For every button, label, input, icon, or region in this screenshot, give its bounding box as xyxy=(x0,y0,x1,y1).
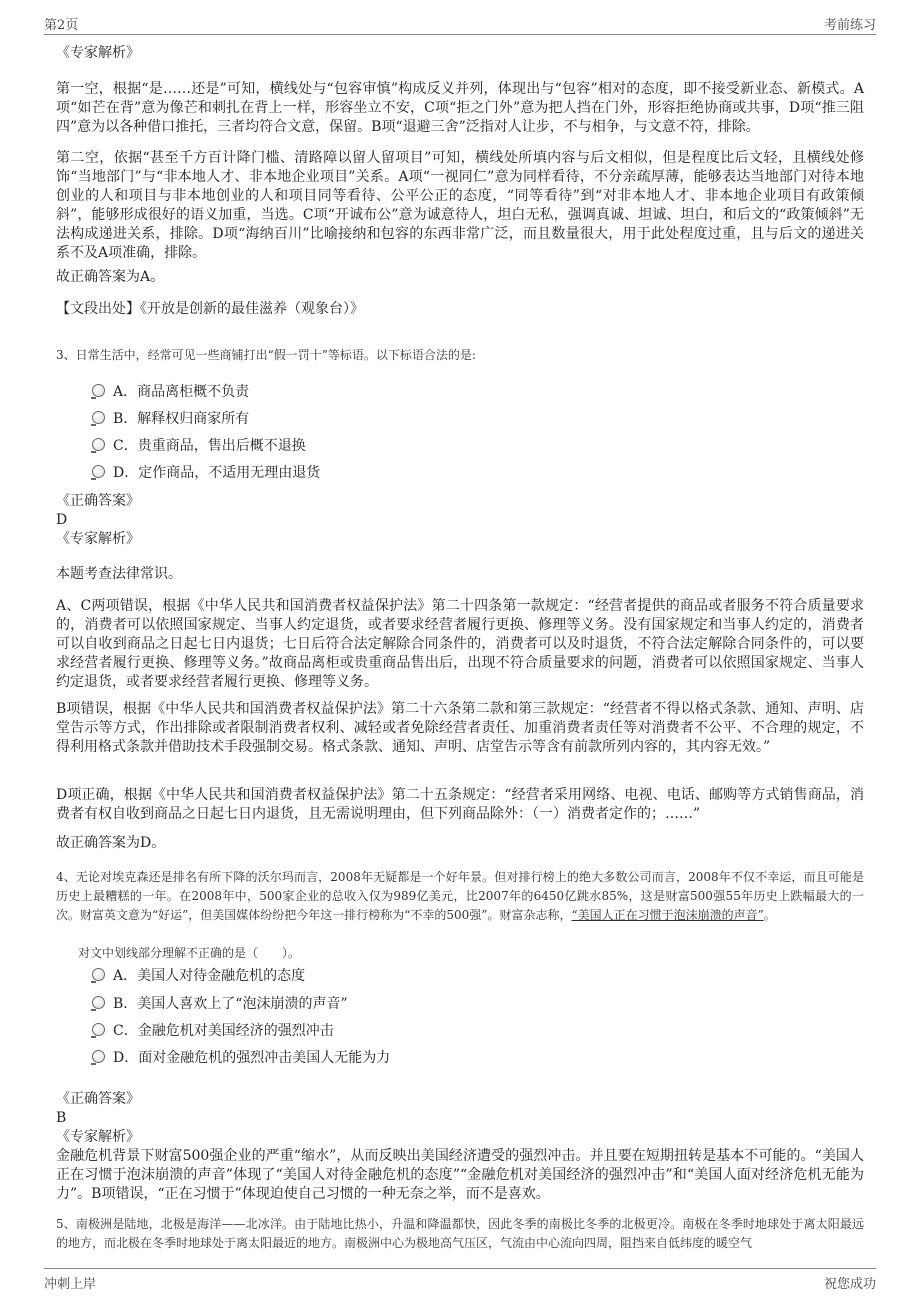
q2-analysis-para1: 第一空，根据“是……还是”可知，横线处与“包容审慎”构成反义并列，体现出与“包容”相对的态度，即不接受新业态、新模式。A项“如芒在背”意为像芒和刺扎在背上一样，形容坐立不安，C项“拒之门外”意为把人挡在门外，形容拒绝协商或共事，D项“推三阻四”意为以各种借口推托，三者均符合文意，保留。B项“退避三舍”泛指对人让步，不与相争，与文意不符，排除。 xyxy=(56,81,864,135)
q3-answer: D xyxy=(56,512,68,528)
q3-option-d[interactable]: D．定作商品，不适用无理由退货 xyxy=(92,463,320,483)
q4-answer-title: 《正确答案》 xyxy=(56,1091,140,1107)
footer-left: 冲刺上岸 xyxy=(44,1277,97,1292)
radio-icon[interactable] xyxy=(92,465,105,478)
q2-source: 【文段出处】《开放是创新的最佳滋养（观象台）》 xyxy=(56,301,364,317)
q2-analysis-para2: 第二空，依据“甚至千方百计降门槛、清路障以留人留项目”可知，横线处所填内容与后文相似，但是程度比后文轻，且横线处修饰“当地部门”与“非本地人才、非本地企业项目”关系。A项“一视同仁”意为同样看待，不分亲疏厚薄，能够表达当地部门对待本地创业的人和项目与非本地创业的人和项目同等看待、公平公正的态度，“同等看待”到“对非本地人才、非本地企业项目有政策倾斜”，能够形成很好的语义加重，当选。C项“开诚布公”意为诚意待人，坦白无私，强调真诚、坦诚、坦白，和后文的“政策倾斜”无法构成递进关系，排除。D项“海纳百川”比喻接纳和包容的东西非常广泛，而且数量很大，用于此处程度过重，且与后文的递进关系不及A项准确，排除。 xyxy=(56,150,864,261)
radio-icon[interactable] xyxy=(92,1050,105,1063)
q4-answer: B xyxy=(56,1110,67,1126)
radio-icon[interactable] xyxy=(92,384,105,397)
q3-option-a[interactable]: A．商品离柜概不负责 xyxy=(92,382,249,402)
q4-analysis: 金融危机背景下财富500强企业的严重“缩水”，从而反映出美国经济遭受的强烈冲击。并且要在短期扭转是基本不可能的。“美国人正在习惯于泡沫崩溃的声音”体现了“美国人对待金融危机的态度”“金融危机对美国经济的强烈冲击”和“美国人面对经济危机无能为力”。B项错误，“正在习惯于”体现迫使自己习惯的一种无奈之举，而不是喜欢。 xyxy=(56,1148,864,1202)
q2-expert-title: 《专家解析》 xyxy=(56,45,140,61)
footer-right: 祝您成功 xyxy=(823,1277,876,1292)
q3-answer-title: 《正确答案》 xyxy=(56,493,140,509)
q4-passage: 4、无论对埃克森还是排名有所下降的沃尔玛而言，2008年无疑都是一个好年景。但对排行榜上的绝大多数公司而言，2008年不仅不幸运，而且可能是历史上最糟糕的一年。在2008年中，500家企业的总收入仅为989亿美元，比2007年的6450亿跳水85%，这是财富500强55年历史上跌幅最大的一次。财富英文意为“好运”，但美国媒体纷纷把今年这一排行榜称为“不幸的500强”。财富杂志称，“美国人正在习惯于泡沫崩溃的声音”。 xyxy=(56,870,864,922)
q3-question: 3、日常生活中，经常可见一些商铺打出“假一罚十”等标语。以下标语合法的是: xyxy=(56,348,476,362)
radio-icon[interactable] xyxy=(92,411,105,424)
radio-icon[interactable] xyxy=(92,996,105,1009)
q3-option-b[interactable]: B．解释权归商家所有 xyxy=(92,409,249,429)
q3-conclusion: 故正确答案为D。 xyxy=(56,835,166,851)
page-number: 第2页 xyxy=(44,18,79,33)
q4-option-b[interactable]: B．美国人喜欢上了“泡沫崩溃的声音” xyxy=(92,994,348,1014)
q3-analysis-para2: B项错误，根据《中华人民共和国消费者权益保护法》第二十六条第二款和第三款规定：“经营者不得以格式条款、通知、声明、店堂告示等方式，作出排除或者限制消费者权利、减轻或者免除经营者责任、加重消费者责任等对消费者不公平、不合理的规定，不得利用格式条款并借助技术手段强制交易。格式条款、通知、声明、店堂告示等含有前款所列内容的，其内容无效。” xyxy=(56,701,864,755)
q3-analysis-para3: D项正确，根据《中华人民共和国消费者权益保护法》第二十五条规定：“经营者采用网络、电视、电话、邮购等方式销售商品，消费者有权自收到商品之日起七日内退货，且无需说明理由，但下列商品除外：（一）消费者定作的；……” xyxy=(56,787,864,822)
q5-passage: 5、南极洲是陆地，北极是海洋——北冰洋。由于陆地比热小，升温和降温都快，因此冬季的南极比冬季的北极更冷。南极在冬季时地球处于离太阳最远的地方，而北极在冬季时地球处于离太阳最近的地方。南极洲中心为极地高气压区，气流由中心流向四周，阻挡来自低纬度的暖空气 xyxy=(56,1217,864,1250)
page-footer xyxy=(44,1268,876,1293)
q4-option-c[interactable]: C．金融危机对美国经济的强烈冲击 xyxy=(92,1021,334,1041)
q4-underlined-quote: “美国人正在习惯于泡沫崩溃的声音” xyxy=(571,908,764,922)
header-caption: 考前练习 xyxy=(823,18,876,33)
q2-conclusion: 故正确答案为A。 xyxy=(56,269,165,285)
q3-expert-title: 《专家解析》 xyxy=(56,531,140,547)
q3-option-c[interactable]: C．贵重商品，售出后概不退换 xyxy=(92,436,306,456)
radio-icon[interactable] xyxy=(92,968,105,981)
q3-analysis-para1: A、C两项错误，根据《中华人民共和国消费者权益保护法》第二十四条第一款规定：“经营者提供的商品或者服务不符合质量要求的，消费者可以依照国家规定、当事人约定退货，或者要求经营者履行更换、修理等义务。没有国家规定和当事人约定的，消费者可以自收到商品之日起七日内退货；七日后符合法定解除合同条件的，消费者可以及时退货，不符合法定解除合同条件的，可以要求经营者履行更换、修理等义务。”故商品离柜或贵重商品售出后，出现不符合质量要求的问题，消费者可以依照国家规定、当事人约定退货，或者要求经营者履行更换、修理等义务。 xyxy=(56,598,864,690)
q4-question: 对文中划线部分理解不正确的是（ ）。 xyxy=(78,946,301,960)
radio-icon[interactable] xyxy=(92,438,105,451)
radio-icon[interactable] xyxy=(92,1023,105,1036)
q4-option-a[interactable]: A．美国人对待金融危机的态度 xyxy=(92,966,305,986)
q4-option-d[interactable]: D．面对金融危机的强烈冲击美国人无能为力 xyxy=(92,1048,390,1068)
page-header xyxy=(44,12,876,35)
q3-intro: 本题考查法律常识。 xyxy=(56,566,182,582)
q4-expert-title: 《专家解析》 xyxy=(56,1129,140,1145)
